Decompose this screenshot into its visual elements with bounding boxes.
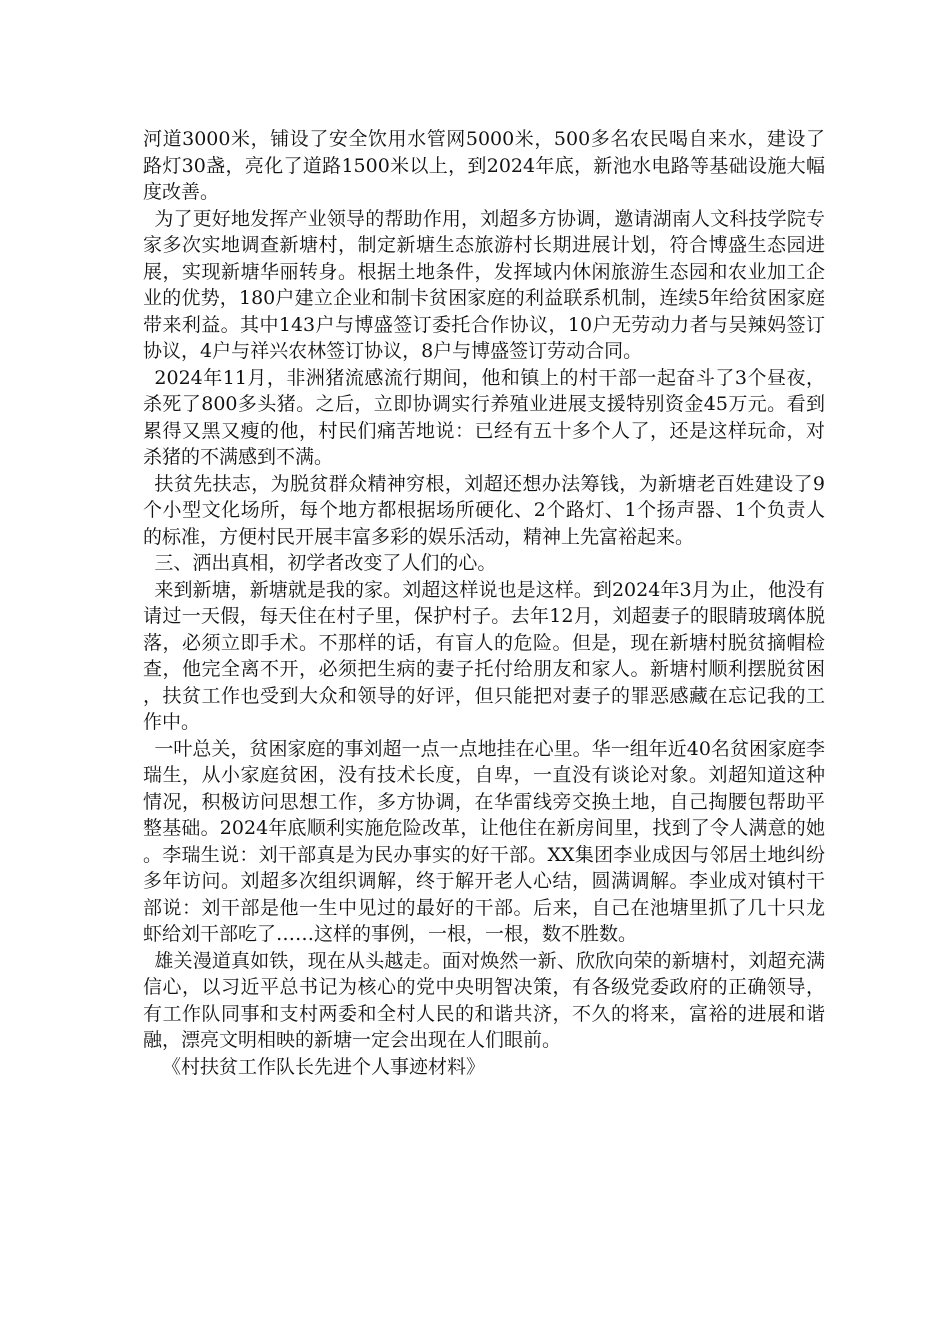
paragraph-infrastructure: 河道3000米，铺设了安全饮用水管网5000米，500多名农民喝自来水，建设了路灯30盏，亮化了道路1500米以上，到2024年底，新池水电路等基础设施大幅度改善。 <box>143 128 825 203</box>
section-heading-three: 三、洒出真相，初学者改变了人们的心。 <box>154 552 497 574</box>
document-title-footer: 《村扶贫工作队长先进个人事迹材料》 <box>162 1055 486 1078</box>
paragraph-poor-families: 一叶总关，贫困家庭的事刘超一点一点地挂在心里。华一组年近40名贫困家庭李瑞生，从小家庭贫困，没有技术长度，自卑，一直没有谈论对象。刘超知道这种情况，积极访问思想工作，多方协调，在华雷线旁交换土地，自己掏腰包帮助平整基础。2024年底顺利实施危险改革，让他住在新房间里，找到了令人满意的她。李瑞生说：刘干部真是为民办事实的好干部。XX集团李业成因与邻居土地纠纷多年访问。刘超多次组织调解，终于解开老人心结，圆满调解。李业成对镇村干部说：刘干部是他一生中见过的最好的干部。后来，自己在池塘里抓了几十只龙虾给刘干部吃了……这样的事例，一根，一根，数不胜数。 <box>143 737 825 945</box>
paragraph-industry: 为了更好地发挥产业领导的帮助作用，刘超多方协调，邀请湖南人文科技学院专家多次实地调查新塘村，制定新塘生态旅游村长期进展计划，符合博盛生态园进展，实现新塘华丽转身。根据土地条件，发挥域内休闲旅游生态园和农业加工企业的优势，180户建立企业和制卡贫困家庭的利益联系机制，连续5年给贫困家庭带来利益。其中143户与博盛签订委托合作协议，10户无劳动力者与吴辣妈签订协议，4户与祥兴农林签订协议，8户与博盛签订劳动合同。 <box>143 207 825 362</box>
document-body <box>143 126 825 1080</box>
paragraph-outlook: 雄关漫道真如铁，现在从头越走。面对焕然一新、欣欣向荣的新塘村，刘超充满信心，以习近平总书记为核心的党中央明智决策，有各级党委政府的正确领导，有工作队同事和支村两委和全村人民的和谐共济，不久的将来，富裕的进展和谐融，漂亮文明相映的新塘一定会出现在人们眼前。 <box>143 949 825 1051</box>
paragraph-swine-flu: 2024年11月，非洲猪流感流行期间，他和镇上的村干部一起奋斗了3个昼夜，杀死了800多头猪。之后，立即协调实行养殖业进展支援特别资金45万元。看到累得又黑又瘦的他，村民们痛苦地说：已经有五十多个人了，还是这样玩命，对杀猪的不满感到不满。 <box>143 366 825 468</box>
paragraph-culture: 扶贫先扶志，为脱贫群众精神穷根，刘超还想办法筹钱，为新塘老百姓建设了9个小型文化场所，每个地方都根据场所硬化、2个路灯、1个扬声器、1个负责人的标准，方便村民开展丰富多彩的娱乐活动，精神上先富裕起来。 <box>143 472 825 548</box>
paragraph-dedication: 来到新塘，新塘就是我的家。刘超这样说也是这样。到2024年3月为止，他没有请过一天假，每天住在村子里，保护村子。去年12月，刘超妻子的眼睛玻璃体脱落，必须立即手术。不那样的话，有盲人的危险。但是，现在新塘村脱贫摘帽检查，他完全离不开，必须把生病的妻子托付给朋友和家人。新塘村顺利摆脱贫困，扶贫工作也受到大众和领导的好评，但只能把对妻子的罪恶感藏在忘记我的工作中。 <box>143 578 825 733</box>
